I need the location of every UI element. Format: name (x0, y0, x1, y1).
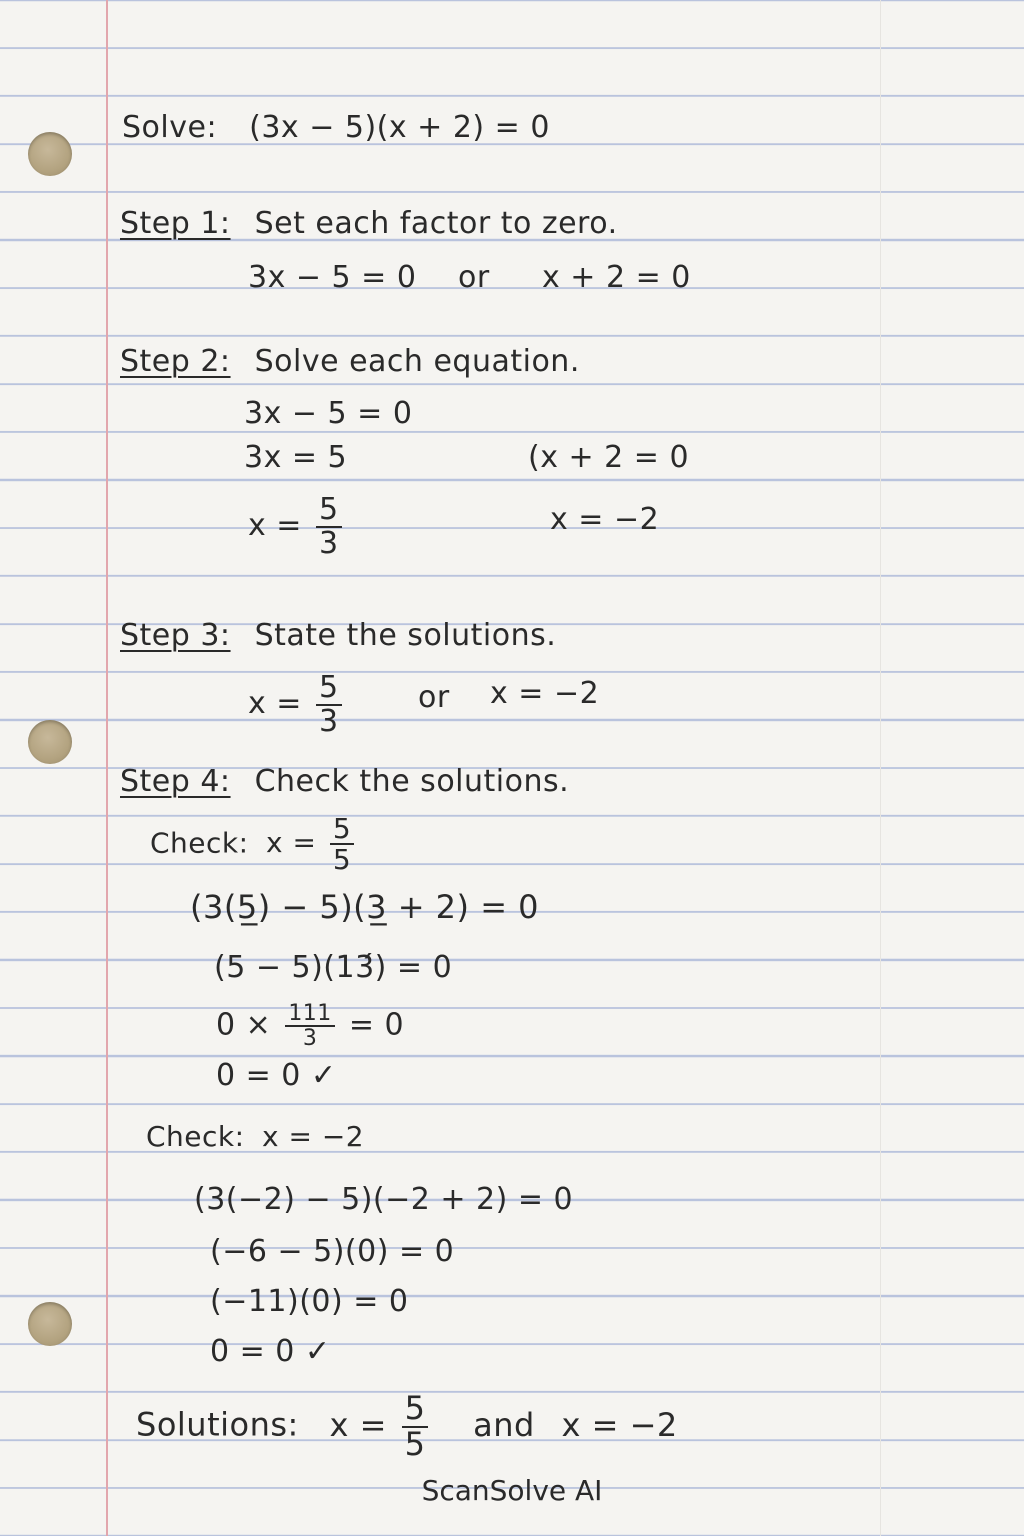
step3-heading (120, 618, 556, 653)
problem-equation: (3x − 5)(x + 2) = 0 (249, 110, 550, 145)
check2-line4: 0 = 0 ✓ (210, 1334, 331, 1369)
step3-fraction-den: 3 (318, 703, 339, 739)
step2-fraction (316, 494, 342, 559)
check2-line1: (3(−2) − 5)(−2 + 2) = 0 (194, 1182, 574, 1217)
check2-heading (146, 1120, 364, 1153)
check1-line3-num: 111 (285, 1002, 335, 1027)
check1-line2: (5 − 5)(13́) = 0 (214, 950, 453, 985)
step2-fraction-den: 3 (318, 525, 339, 561)
step4-label: Step 4: (120, 764, 231, 799)
step3-label: Step 3: (120, 618, 231, 653)
solutions-fraction-num: 5 (402, 1392, 429, 1428)
check1-line3-suffix: = 0 (348, 1007, 405, 1043)
solutions-fraction-den: 5 (404, 1424, 426, 1463)
punch-hole-bottom (28, 1302, 72, 1346)
check2-line2: (−6 − 5)(0) = 0 (210, 1234, 455, 1269)
step3-fraction-num: 5 (316, 672, 342, 706)
solutions-fraction (402, 1389, 429, 1463)
solutions-prefix: Solutions: (136, 1405, 299, 1444)
step1-eq-a: 3x − 5 = 0 (248, 260, 417, 295)
step2-left-line3 (248, 494, 346, 559)
step1-connector: or (458, 260, 490, 295)
check2-prefix: Check: (146, 1120, 245, 1153)
check2-value: x = −2 (261, 1120, 365, 1153)
step1-heading (120, 206, 618, 241)
check1-var: x = (265, 826, 317, 860)
step3-sol-b: x = −2 (490, 676, 600, 711)
step2-fraction-num: 5 (316, 494, 342, 528)
punch-hole-middle (28, 720, 72, 764)
check1-line3-prefix: 0 × (216, 1007, 272, 1043)
solutions-connector: and (473, 1405, 535, 1444)
step1-eq-b: x + 2 = 0 (542, 260, 691, 295)
step3-sol-a-prefix: x = (248, 686, 302, 721)
check1-fraction (330, 814, 354, 875)
step4-heading (120, 764, 569, 799)
step4-text: Check the solutions. (254, 764, 570, 799)
problem-prefix: Solve: (122, 110, 218, 145)
step2-left-line1: 3x − 5 = 0 (244, 396, 413, 431)
check1-line1: (3(5̲) − 5)(3̲ + 2) = 0 (190, 888, 540, 926)
step3-fraction (316, 672, 342, 737)
solutions-second: x = −2 (561, 1405, 678, 1444)
check1-fraction-num: 5 (330, 814, 354, 845)
check1-heading (150, 814, 358, 875)
check1-prefix: Check: (150, 826, 249, 860)
step2-left-line2: 3x = 5 (244, 440, 348, 475)
step2-text: Solve each equation. (254, 344, 580, 379)
step2-right-line1: (x + 2 = 0 (528, 440, 690, 475)
step1-text: Set each factor to zero. (254, 206, 618, 241)
footer-brand: ScanSolve AI (421, 1474, 603, 1507)
margin-line (106, 0, 108, 1536)
check1-fraction-den: 5 (332, 843, 352, 877)
step1-label: Step 1: (120, 206, 231, 241)
solutions-var: x = (329, 1405, 387, 1444)
check1-line4: 0 = 0 ✓ (216, 1058, 337, 1093)
punch-hole-top (28, 132, 72, 176)
step2-right-line2: x = −2 (550, 502, 660, 537)
step3-text: State the solutions. (254, 618, 557, 653)
problem-line (122, 110, 550, 145)
step2-heading (120, 344, 580, 379)
check2-line3: (−11)(0) = 0 (210, 1284, 409, 1319)
step3-sol-a (248, 672, 346, 737)
solutions-line (136, 1389, 678, 1463)
check1-line3-fraction (285, 1002, 335, 1050)
step2-left-line3-prefix: x = (248, 508, 302, 543)
right-guide-line (880, 0, 881, 1536)
step3-connector: or (418, 680, 450, 715)
check1-line3-den: 3 (302, 1026, 318, 1052)
check1-line3 (216, 1002, 404, 1050)
step2-label: Step 2: (120, 344, 231, 379)
